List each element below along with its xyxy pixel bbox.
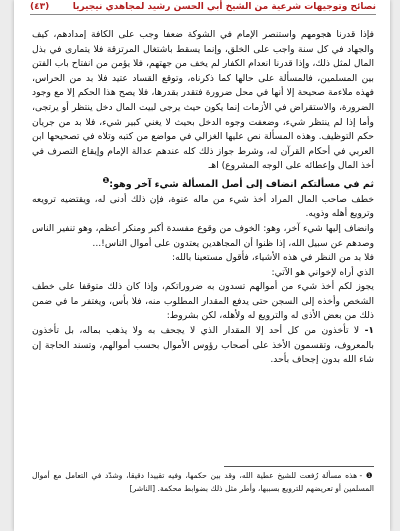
- header-divider: [30, 14, 376, 15]
- paragraph: فلا بد من النظر في هذه الأشياء، فأقول مستعينا بالله:: [172, 252, 374, 264]
- main-text: [32, 28, 374, 368]
- footnote-divider: [224, 466, 374, 467]
- page-header: [30, 1, 376, 13]
- list-item: [32, 324, 374, 368]
- section-heading: [32, 174, 374, 193]
- list-item-text: لا تأخذون من كل أحد إلا المقدار الذي لا يجحف به ولا يذهب بماله، بل تأخذون بالمعروف، وتقسمون الأخذ على أصحاب رؤوس الأموال بحسب أموالهم، وتسند الحاجة إن شاء الله بدون إجحاف بأحد.: [32, 325, 374, 366]
- page-number: (٤٣): [30, 2, 50, 12]
- footnote-reference: ❶: [102, 175, 110, 185]
- footnote: [32, 470, 374, 495]
- footnote-mark: ❶: [365, 471, 374, 480]
- list-item-number: ١-: [364, 325, 374, 337]
- paragraph: وانضاف إليها شيء آخر، وهو: الخوف من وقوع مفسدة أكبر ومنكر أعظم، وهو تنفير الناس وصدهم عن سبيل الله، إذا ظنوا أن المجاهدين يعتدون على أموال الناس!...: [32, 222, 374, 249]
- paragraph: يجوز لكم أخذ شيء من أموالهم تسدون به ضروراتكم، وإذا كان ذلك متوقفا على خطف الشخص وأخذه إلى السجن حتى يدفع المقدار المطلوب منه، فلا بأس، ويغتفر ما في ضمن ذلك من بعض الأذى له والترويع له ولأهله، لكن بشروط:: [32, 281, 374, 322]
- footnote-text: - هذه مسألة رُفعت للشيخ عطية الله، وقد بين حكمها، وفيه تقييدا دقيقا، وشدّد في التعامل مع أموال المسلمين أو تعريضهم للترويع بسببها، وأطر مثل ذلك بضوابط محكمة. [الناشر]: [32, 471, 374, 493]
- paragraph: فإذا قدرنا هجومهم واستنصر الإمام في الشوكة ضعفا وجب على الكافة إمدادهم، كيف والجهاد في كل سنة واجب على الخلق، وإنما يسقط باشتغال المرتزقة فلا يتمارى في بذل المال لمثل ذلك، وإذا قدرنا انعدام الكفار لم يخف من جهتهم، فلا يؤمن من انفتاح باب الفتن بين المسلمين، فالمسألة على حالها كما ذكرناه، وتوقع القساد عتيد فلا بد من الحراس، فهذه ملاءمة صحيحة إلا أنها في محل ضرورة فتقدر بقدرها، فلا يصح هذا الحكم إلا مع وجود الضرورة، والاستقراض في الأزمات إنما يكون حيث يرجى لبيت المال دخل ينتظر أو يرتجى، وأما إذا لم ينتظر شيء، وضعفت وجوه الدخل بحيث لا يغني كبير شيء، فلا بد من جريان حكم التوظيف. وهذه المسألة نص عليها الغزالي في مواضع من كتبه وتلاه في تصحيحها ابن العربي في أحكام القرآن له، وشرط جواز ذلك كله عندهم عدالة الإمام وإيقاع التصرف في أخذ المال وإعطائه على الوجه المشروع) اهـ: [32, 29, 374, 172]
- paragraph: خطف صاحب المال المراد أخذ شيء من ماله عنوة، فإن ذلك أدنى له، ويقتضيه ترويعه وترويع أهله وذويه.: [32, 193, 374, 220]
- document-page: [14, 0, 390, 531]
- paragraph: الذي أراه لإخواني هو الآتي:: [271, 266, 374, 278]
- running-header-title: نصائح وتوجيهات شرعية من الشيخ أبي الحسن رشيد لمجاهدي نيجيريا: [72, 2, 376, 12]
- section-heading-text: ثم في مسألتكم انضاف إلى أصل المسألة شيء آخر وهو:: [109, 179, 374, 191]
